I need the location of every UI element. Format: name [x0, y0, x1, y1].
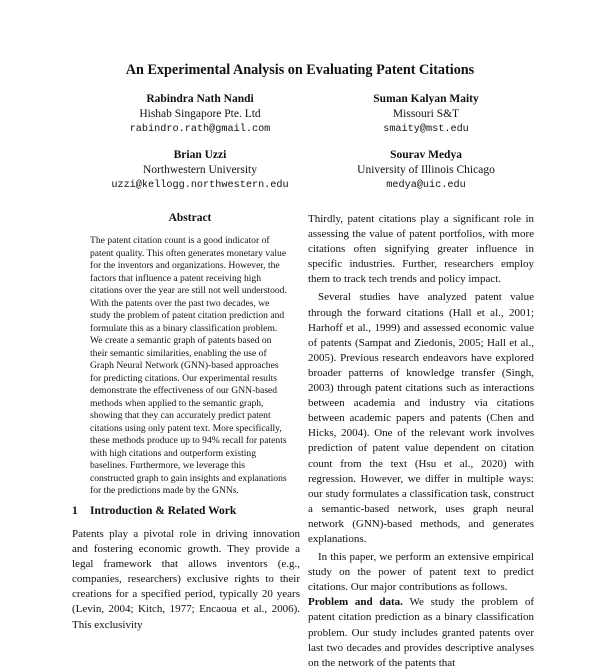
intro-paragraph: Patents play a pivotal role in driving innovation and fostering economic growth. They provide a legal framework that allows inventors (e.g., companies, researchers) exclusive rights to their creations for a specified period, typically 20 years (Levin, 2004; Kitch, 1977; Encaoua et al., 2006). This exclusivity	[72, 528, 300, 631]
paragraph: Thirdly, patent citations play a significant role in assessing the value of patent portfolios, with more citations often signifying greater influence in specific industries. Further, researchers employ them to track tech trends and policy impact.	[308, 213, 534, 286]
author-affiliation: Hishab Singapore Pte. Ltd	[139, 108, 261, 120]
author-block	[316, 148, 536, 193]
runin-heading: Problem and data.	[308, 596, 403, 609]
paragraph: In this paper, we perform an extensive empirical study on the power of patent text to predict citations. Our major contributions as follows.	[308, 551, 534, 594]
author-name: Rabindra Nath Nandi	[146, 93, 254, 105]
abstract-heading: Abstract	[168, 212, 212, 224]
paragraph-text: We study the problem of patent citation prediction as a binary classification problem. Our study includes granted patents over last two decades and provides descriptive analyses on the network of the patents that	[308, 596, 534, 669]
author-block	[90, 92, 310, 137]
author-affiliation: Northwestern University	[142, 164, 258, 176]
author-name: Brian Uzzi	[173, 149, 227, 161]
author-name: Suman Kalyan Maity	[373, 93, 479, 105]
section-heading	[72, 505, 302, 517]
author-name: Sourav Medya	[390, 149, 462, 161]
author-email: rabindro.rath@gmail.com	[129, 124, 271, 135]
section-number: 1	[72, 505, 78, 517]
author-block	[90, 148, 310, 193]
paragraph: Several studies have analyzed patent value through the forward citations (Hall et al., 2001; Harhoff et al., 1999) and assessed economic value of patents (Sampat and Ziedonis, 2005; Hall et al., 2005). Previous research endeavors have explored broader patterns of knowledge transfer (Singh, 2003) through patent citations such as interactions between academia and industry via citations between academic papers and patents (Chen and Hicks, 2004). One of the relevant work involves prediction of patent value dependent on citation count from the text (Hsu et al., 2020) with regression. However, we differ in multiple ways: our study formulates a classification task, construct a semantic-based network, uses graph neural network (GNN)-based methods, and generates explanations.	[308, 291, 534, 545]
author-email: medya@uic.edu	[386, 180, 466, 191]
paper-title: An Experimental Analysis on Evaluating Patent Citations	[125, 62, 475, 78]
section-title: Introduction & Related Work	[90, 505, 237, 517]
author-affiliation: University of Illinois Chicago	[357, 164, 495, 176]
abstract-text: The patent citation count is a good indicator of patent quality. This often generates monetary value for the inventors and organizations. However, the factors that influence a patent receiving high citations over the year are still not well understood. With the patents over the past two decades, we study the problem of patent citation prediction and formulate this as a binary classification problem. We create a semantic graph of patents based on their semantic similarities, enabling the use of Graph Neural Network (GNN)-based approaches for predicting citations. Our experimental results demonstrate the effectiveness of our GNN-based methods when applied to the semantic graph, showing that they can accurately predict patent citations using only patent text. More specifically, these methods produce up to 94% recall for patents with high citations and outperform existing baselines. Furthermore, we leverage this constructed graph to gain insights and explanations for the predictions made by the GNNs.	[90, 235, 287, 496]
author-email: uzzi@kellogg.northwestern.edu	[111, 180, 289, 191]
author-block	[316, 92, 536, 137]
author-email: smaity@mst.edu	[383, 124, 469, 135]
paragraph-with-runin-heading	[308, 595, 534, 670]
author-affiliation: Missouri S&T	[392, 108, 460, 120]
right-column	[308, 212, 534, 671]
